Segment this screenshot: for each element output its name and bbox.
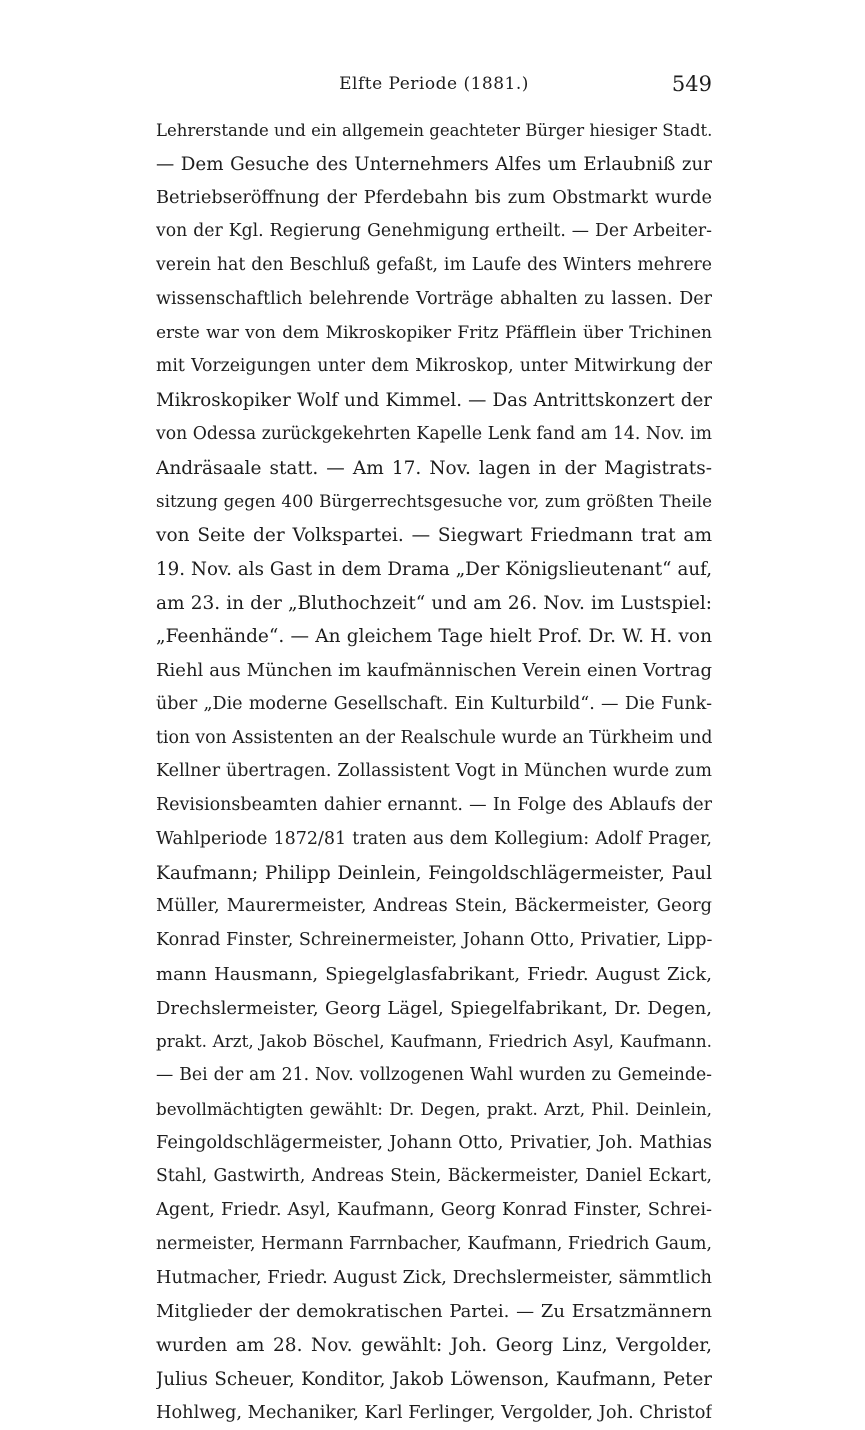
- text-line: bevollmächtigten gewählt: Dr. Degen, prakt. Arzt, Phil. Deinlein,: [156, 1093, 712, 1127]
- text-line: wissenschaftlich belehrende Vorträge abhalten zu lassen. Der: [156, 283, 712, 317]
- text-line: Lehrerstande und ein allgemein geachteter Bürger hiesiger Stadt.: [156, 114, 712, 148]
- text-line: Stahl, Gastwirth, Andreas Stein, Bäckermeister, Daniel Eckart,: [156, 1160, 712, 1194]
- text-line: Kellner übertragen. Zollassistent Vogt in München wurde zum: [156, 755, 712, 789]
- text-line: Mitglieder der demokratischen Partei. — Zu Ersatzmännern: [156, 1295, 712, 1329]
- text-line: Riehl aus München im kaufmännischen Verein einen Vortrag: [156, 654, 712, 688]
- text-line: nermeister, Hermann Farrnbacher, Kaufmann, Friedrich Gaum,: [156, 1228, 712, 1262]
- text-line: von Odessa zurückgekehrten Kapelle Lenk fand am 14. Nov. im: [156, 418, 712, 452]
- text-line: 19. Nov. als Gast in dem Drama „Der Königslieutenant“ auf,: [156, 553, 712, 587]
- text-line: Drechslermeister, Georg Lägel, Spiegelfabrikant, Dr. Degen,: [156, 992, 712, 1026]
- text-line: tion von Assistenten an der Realschule wurde an Türkheim und: [156, 722, 712, 756]
- text-line: — Bei der am 21. Nov. vollzogenen Wahl wurden zu Gemeinde-: [156, 1059, 712, 1093]
- text-line: von Seite der Volkspartei. — Siegwart Friedmann trat am: [156, 519, 712, 553]
- text-line: erste war von dem Mikroskopiker Fritz Pfäfflein über Trichinen: [156, 317, 712, 351]
- text-line: Hutmacher, Friedr. August Zick, Drechslermeister, sämmtlich: [156, 1262, 712, 1296]
- text-line: Müller, Maurermeister, Andreas Stein, Bäckermeister, Georg: [156, 890, 712, 924]
- text-line: wurden am 28. Nov. gewählt: Joh. Georg Linz, Vergolder,: [156, 1329, 712, 1363]
- text-line: Konrad Finster, Schreinermeister, Johann Otto, Privatier, Lipp-: [156, 924, 712, 958]
- text-line: mit Vorzeigungen unter dem Mikroskop, unter Mitwirkung der: [156, 350, 712, 384]
- page-header: [156, 72, 712, 102]
- text-line: über „Die moderne Gesellschaft. Ein Kulturbild“. — Die Funk-: [156, 688, 712, 722]
- text-line: „Feenhände“. — An gleichem Tage hielt Prof. Dr. W. H. von: [156, 620, 712, 654]
- text-line: Mikroskopiker Wolf und Kimmel. — Das Antrittskonzert der: [156, 384, 712, 418]
- text-line: am 23. in der „Bluthochzeit“ und am 26. Nov. im Lustspiel:: [156, 587, 712, 621]
- body-text: [156, 114, 712, 1430]
- text-line: Hohlweg, Mechaniker, Karl Ferlinger, Vergolder, Joh. Christof: [156, 1397, 712, 1430]
- page-number: 549: [672, 72, 712, 96]
- text-line: — Dem Gesuche des Unternehmers Alfes um Erlaubniß zur: [156, 148, 712, 182]
- text-line: verein hat den Beschluß gefaßt, im Laufe des Winters mehrere: [156, 249, 712, 283]
- text-line: Betriebseröffnung der Pferdebahn bis zum Obstmarkt wurde: [156, 182, 712, 216]
- text-line: prakt. Arzt, Jakob Böschel, Kaufmann, Friedrich Asyl, Kaufmann.: [156, 1025, 712, 1059]
- text-line: sitzung gegen 400 Bürgerrechtsgesuche vor, zum größten Theile: [156, 485, 712, 519]
- text-line: von der Kgl. Regierung Genehmigung ertheilt. — Der Arbeiter-: [156, 215, 712, 249]
- text-line: Andräsaale statt. — Am 17. Nov. lagen in der Magistrats-: [156, 452, 712, 486]
- text-line: Agent, Friedr. Asyl, Kaufmann, Georg Konrad Finster, Schrei-: [156, 1194, 712, 1228]
- text-line: Julius Scheuer, Konditor, Jakob Löwenson, Kaufmann, Peter: [156, 1363, 712, 1397]
- text-line: Revisionsbeamten dahier ernannt. — In Folge des Ablaufs der: [156, 789, 712, 823]
- text-line: Feingoldschlägermeister, Johann Otto, Privatier, Joh. Mathias: [156, 1127, 712, 1161]
- text-line: Wahlperiode 1872/81 traten aus dem Kollegium: Adolf Prager,: [156, 823, 712, 857]
- text-line: mann Hausmann, Spiegelglasfabrikant, Friedr. August Zick,: [156, 958, 712, 992]
- text-line: Kaufmann; Philipp Deinlein, Feingoldschlägermeister, Paul: [156, 857, 712, 891]
- running-title: Elfte Periode (1881.): [156, 74, 712, 94]
